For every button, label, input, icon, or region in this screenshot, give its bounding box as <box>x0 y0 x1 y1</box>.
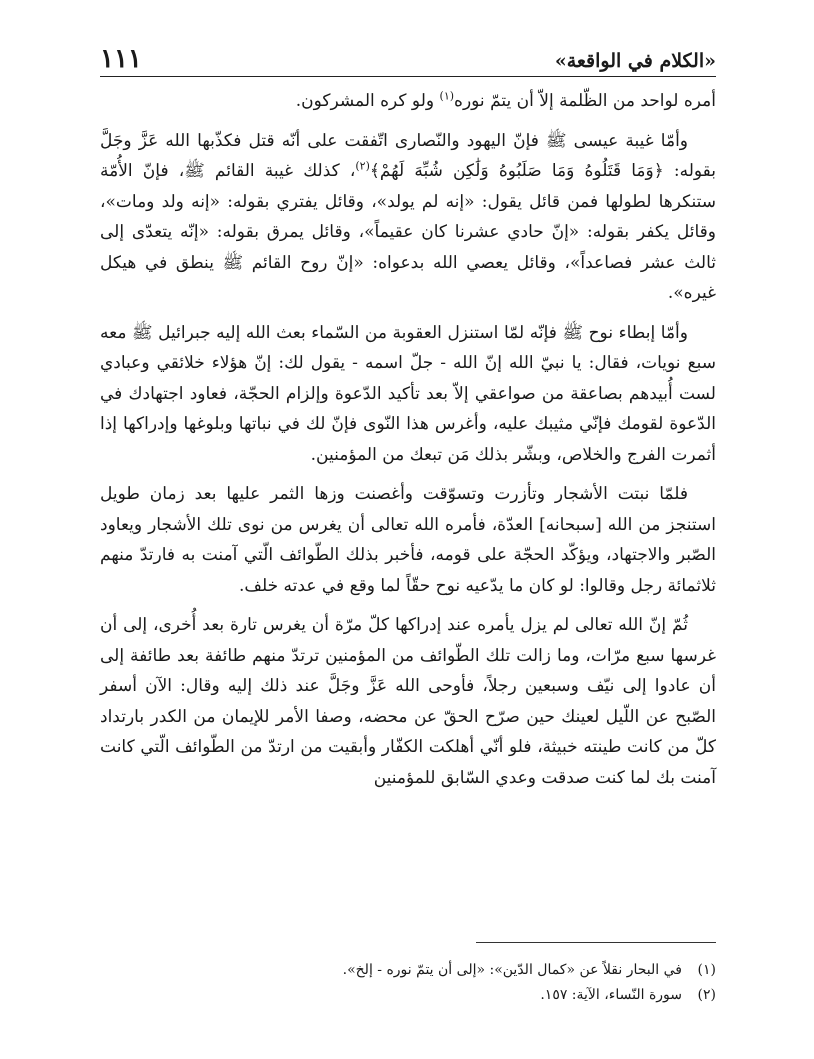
footnote-divider <box>476 942 716 943</box>
paragraph <box>100 126 716 309</box>
paragraph-text: ولو كره المشركون. <box>295 91 440 111</box>
paragraph <box>100 86 716 117</box>
footnote-number: (٢) <box>697 987 716 1003</box>
footnote-text: سورة النّساء، الآية: ١٥٧. <box>540 987 682 1003</box>
paragraph: ثُمّ إنّ الله تعالى لم يزل يأمره عند إدراكها كلّ مرّة أن يغرس تارة بعد أُخرى، إلى أن غرسها سبع مرّات، وما زالت تلك الطّوائف من المؤمنين ترتدّ منهم طائفة بعد طائفة إلى أن عادوا إلى نيّف وسبعين رجلاً، فأوحى الله عَزَّ وجَلَّ عند ذلك إليه وقال: الآن أسفر الصّبح عن اللّيل لعينك حين صرّح الحقّ عن محضه، وصفا الأمر للإيمان من الكدر بارتداد كلّ من كانت طينته خبيثة، فلو أنّي أهلكت الكفّار وأبقيت من ارتدّ من الطّوائف الّتي كانت آمنت بك لما كنت صدقت وعدي السّابق للمؤمنين <box>100 615 716 788</box>
footnotes <box>100 958 716 1008</box>
body-text <box>100 86 716 802</box>
paragraph-text: ، كذلك غيبة القائم ﷺ، فإنّ الأُمّة ستنكرها لطولها فمن قائل يقول: «إنه لم يولد»، وقائل يفتري بقوله: «إنه ولد ومات»، وقائل يكفر بقوله: «إنّ حادي عشرنا كان عقيماً»، وقائل يمرق بقوله: «إنّه يتعدّى إلى ثالث عشر فصاعداً»، وقائل يعصي الله بدعواه: «إنّ روح القائم ﷺ ينطق في هيكل غيره». <box>100 161 716 303</box>
footnote-ref: (١) <box>439 89 455 103</box>
paragraph-text: وأمّا غيبة عيسى ﷺ فإنّ اليهود والنّصارى اتّفقت على أنّه قتل فكذّبها الله عَزَّ وجَلَّ بقوله: <box>100 130 716 181</box>
paragraph-text: أمره لواحد من الظّلمة إلاّ أن يتمّ نوره <box>454 91 716 111</box>
page-header <box>100 40 716 77</box>
footnote <box>100 983 716 1008</box>
footnote <box>100 958 716 983</box>
page-number: ١١١ <box>100 44 142 74</box>
footnote-ref: (٢) <box>355 159 370 173</box>
paragraph: فلمّا نبتت الأشجار وتأزرت وتسوّقت وأغصنت وزها الثمر عليها بعد زمان طويل استنجز من الله [سبحانه] العدّة، فأمره الله تعالى أن يغرس من نوى تلك الأشجار ويعاود الصّبر والاجتهاد، ويؤكّد الحجّة على قومه، فأخبر بذلك الطّوائف الّتي آمنت به فارتدّ منهم ثلاثمائة رجل وقالوا: لو كان ما يدّعيه نوح حقّاً لما وقع في عدته خلف. <box>100 484 716 596</box>
running-title: «الكلام في الواقعة» <box>554 50 716 72</box>
footnote-text: في البحار نقلاً عن «كمال الدّين»: «إلى أن يتمّ نوره - إلخ». <box>342 962 682 978</box>
quran-verse: ﴿وَمَا قَتَلُوهُ وَمَا صَلَبُوهُ وَلَٰكِن شُبِّهَ لَهُمْ﴾ <box>369 161 664 181</box>
paragraph: وأمّا إبطاء نوح ﷺ فإنّه لمّا استنزل العقوبة من السّماء بعث الله إليه جبرائيل ﷺ معه سبع نويات، فقال: يا نبيّ الله إنّ الله - جلّ اسمه - يقول لك: إنّ هؤلاء خلائقي وعبادي لست أُبيدهم بصاعقة من صواعقي إلاّ بعد تأكيد الدّعوة وإلزام الحجّة، فعاود اجتهادك في الدّعوة لقومك فإنّي مثيبك عليه، وأغرس هذا النّوى فإنّ لك في نباتها وبلوغها وإدراكها إذا أثمرت الفرج والخلاص، وبشّر بذلك مَن تبعك من المؤمنين. <box>100 322 716 465</box>
footnote-number: (١) <box>697 962 716 978</box>
